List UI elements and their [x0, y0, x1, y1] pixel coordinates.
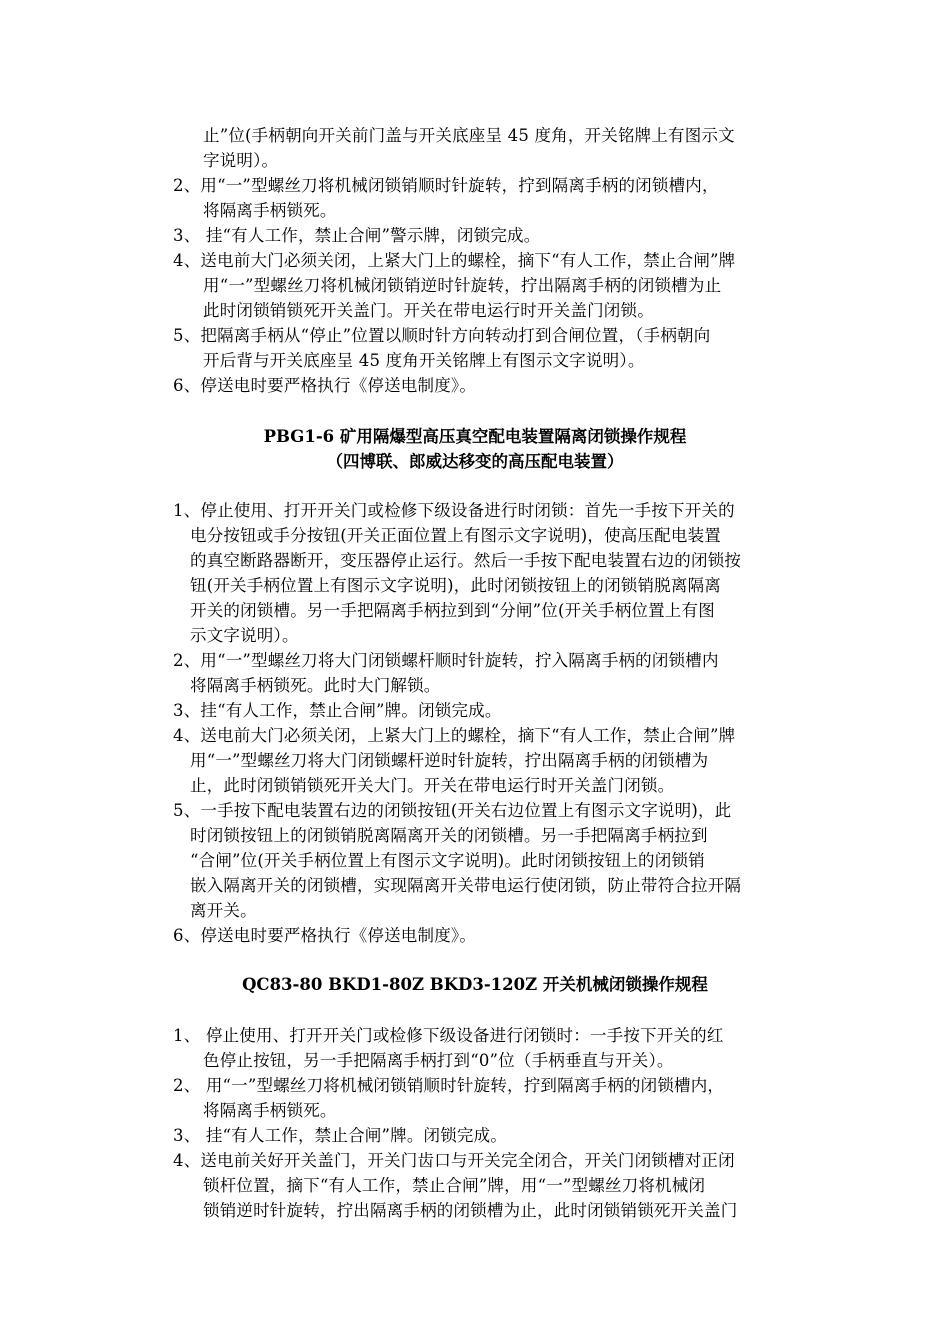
section-c-line: 锁杆位置，摘下“有人工作，禁止合闸”牌，用“一”型螺丝刀将机械闭: [203, 1176, 706, 1195]
section-c-title: QC83-80 BKD1-80Z BKD3-120Z 开关机械闭锁操作规程: [242, 975, 708, 994]
section-a-line: 5、把隔离手柄从“停止”位置以顺时针方向转动打到合闸位置，（手柄朝向: [173, 326, 711, 345]
section-c-line: 色停止按钮，另一手把隔离手柄打到“0”位（手柄垂直与开关）。: [203, 1051, 674, 1070]
section-b-title: PBG1-6 矿用隔爆型高压真空配电装置隔离闭锁操作规程: [263, 427, 687, 446]
section-b-line: 5、一手按下配电装置右边的闭锁按钮(开关右边位置上有图示文字说明)，此: [173, 801, 732, 820]
section-b-line: 1、停止使用、打开开关门或检修下级设备进行时闭锁：首先一手按下开关的: [173, 501, 735, 520]
section-a-line: 止”位(手柄朝向开关前门盖与开关底座呈 45 度角，开关铭牌上有图示文: [203, 126, 735, 145]
section-b-line: 2、用“一”型螺丝刀将大门闭锁螺杆顺时针旋转，拧入隔离手柄的闭锁槽内: [173, 651, 719, 670]
section-b-line: 3、挂“有人工作，禁止合闸”牌。闭锁完成。: [173, 701, 502, 720]
section-b-line: “合闸”位(开关手柄位置上有图示文字说明)。此时闭锁按钮上的闭锁销: [190, 851, 705, 870]
section-b-line: 6、停送电时要严格执行《停送电制度》。: [173, 926, 477, 945]
section-c-line: 1、 停止使用、打开开关门或检修下级设备进行闭锁时：一手按下开关的红: [173, 1026, 724, 1045]
section-a-line: 用“一”型螺丝刀将机械闭锁销逆时针旋转，拧出隔离手柄的闭锁槽为止: [203, 276, 722, 295]
section-b-line: 离开关。: [190, 901, 257, 920]
section-b-line: 止，此时闭锁销锁死开关大门。开关在带电运行时开关盖门闭锁。: [190, 776, 675, 795]
section-c-line: 将隔离手柄锁死。: [203, 1101, 337, 1120]
section-a-line: 字说明）。: [203, 151, 279, 170]
section-a-line: 3、 挂“有人工作，禁止合闸”警示牌，闭锁完成。: [173, 226, 541, 245]
section-a-line: 2、用“一”型螺丝刀将机械闭锁销顺时针旋转，拧到隔离手柄的闭锁槽内，: [173, 176, 719, 195]
section-b-line: 电分按钮或手分按钮(开关正面位置上有图示文字说明)，使高压配电装置: [190, 526, 721, 545]
section-a-line: 开后背与开关底座呈 45 度角开关铭牌上有图示文字说明）。: [203, 351, 645, 370]
section-c-line: 4、送电前关好开关盖门，开关门齿口与开关完全闭合，开关门闭锁槽对正闭: [173, 1151, 735, 1170]
section-b-line: 示文字说明）。: [190, 626, 299, 645]
section-b-subtitle: （四博联、郎威达移变的高压配电装置）: [326, 452, 624, 471]
section-a-line: 6、停送电时要严格执行《停送电制度》。: [173, 376, 477, 395]
section-b-line: 的真空断路器断开，变压器停止运行。然后一手按下配电装置右边的闭锁按: [190, 551, 742, 570]
section-b-line: 将隔离手柄锁死。此时大门解锁。: [190, 676, 441, 695]
section-b-line: 嵌入隔离开关的闭锁槽，实现隔离开关带电运行使闭锁，防止带符合拉开隔: [190, 876, 742, 895]
section-a-line: 此时闭锁销锁死开关盖门。开关在带电运行时开关盖门闭锁。: [203, 301, 654, 320]
section-c-line: 锁销逆时针旋转，拧出隔离手柄的闭锁槽为止，此时闭锁销锁死开关盖门: [203, 1201, 738, 1220]
section-b-line: 时闭锁按钮上的闭锁销脱离隔离开关的闭锁槽。另一手把隔离手柄拉到: [190, 826, 708, 845]
section-b-line: 用“一”型螺丝刀将大门闭锁螺杆逆时针旋转，拧出隔离手柄的闭锁槽为: [190, 751, 709, 770]
section-a-line: 将隔离手柄锁死。: [203, 201, 337, 220]
section-c-line: 3、 挂“有人工作，禁止合闸”牌。闭锁完成。: [173, 1126, 508, 1145]
section-c-line: 2、 用“一”型螺丝刀将机械闭锁销顺时针旋转，拧到隔离手柄的闭锁槽内，: [173, 1076, 725, 1095]
section-a-line: 4、送电前大门必须关闭，上紧大门上的螺栓，摘下“有人工作，禁止合闸”牌: [173, 251, 736, 270]
section-b-line: 钮(开关手柄位置上有图示文字说明)，此时闭锁按钮上的闭锁销脱离隔离: [190, 576, 721, 595]
section-b-line: 4、送电前大门必须关闭，上紧大门上的螺栓，摘下“有人工作，禁止合闸”牌: [173, 726, 736, 745]
section-b-line: 开关的闭锁槽。另一手把隔离手柄拉到到“分闸”位(开关手柄位置上有图: [190, 601, 715, 620]
